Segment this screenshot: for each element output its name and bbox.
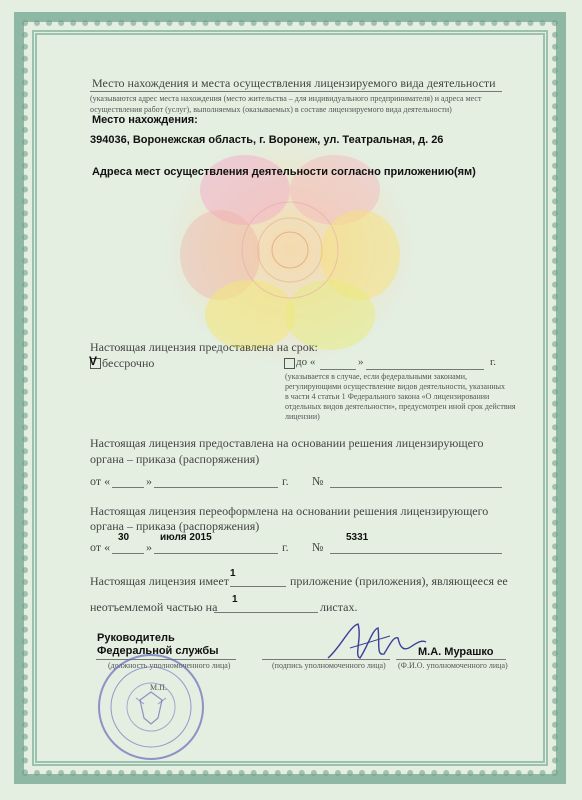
seal-mp: М.П. (150, 683, 167, 692)
until-checkbox (284, 358, 295, 369)
header-title: Место нахождения и места осуществления лицензируемого вида деятельности (92, 76, 496, 90)
check-mark: V (89, 354, 98, 368)
appendix-line-2b: листах. (320, 600, 358, 614)
signer-name: М.А. Мурашко (418, 646, 494, 658)
header-note-2: осуществления работ (услуг), выполняемых (оказываемых) в составе лицензируемого вида деятельности) (90, 105, 452, 114)
caption-name: (Ф.И.О. уполномоченного лица) (398, 661, 508, 670)
basis-no: № (312, 474, 324, 488)
term-year: г. (490, 356, 497, 368)
basis-from: от « (90, 474, 111, 488)
reissue-number: 5331 (346, 532, 369, 543)
reissue-no: № (312, 540, 324, 554)
term-until: до « (296, 356, 316, 368)
reissue-month-year: июля 2015 (160, 532, 212, 543)
reissue-year: г. (282, 540, 289, 554)
term-note-4: отдельных видов деятельности», предусмотрен иной срок действия (285, 402, 516, 411)
reissue-from: от « (90, 540, 111, 554)
term-indefinite: бессрочно (102, 356, 155, 370)
basis-line-1: Настоящая лицензия предоставлена на основании решения лицензирующего (90, 436, 484, 450)
basis-quote: » (146, 474, 152, 488)
basis-year: г. (282, 474, 289, 488)
caption-sign: (подпись уполномоченного лица) (272, 661, 386, 670)
term-note-1: (указывается в случае, если федеральными законами, (285, 372, 468, 381)
basis-line-2: органа – приказа (распоряжения) (90, 452, 260, 466)
appendix-addresses-note: Адреса мест осуществления деятельности согласно приложению(ям) (92, 166, 476, 178)
appendix-line-1b: приложение (приложения), являющееся ее (290, 574, 508, 588)
term-note-5: лицензии) (285, 412, 320, 421)
term-until-quote: » (358, 356, 364, 368)
location-address: 394036, Воронежская область, г. Воронеж, ул. Театральная, д. 26 (90, 134, 444, 146)
reissue-day: 30 (118, 532, 130, 543)
official-seal (96, 652, 206, 762)
term-note-3: в части 4 статьи 1 Федерального закона «О лицензировании (285, 392, 490, 401)
term-label: Настоящая лицензия предоставлена на срок: (90, 340, 318, 354)
reissue-line-1: Настоящая лицензия переоформлена на основании решения лицензирующего (90, 504, 489, 518)
reissue-quote: » (146, 540, 152, 554)
reissue-line-2: органа – приказа (распоряжения) (90, 519, 260, 533)
caption-role: (должность уполномоченного лица) (108, 661, 231, 670)
appendix-sheets: 1 (232, 594, 238, 605)
appendix-line-2a: неотъемлемой частью на (90, 600, 218, 614)
signer-role-1: Руководитель (97, 632, 175, 644)
signer-role-2: Федеральной службы (97, 645, 219, 657)
appendix-line-1a: Настоящая лицензия имеет (90, 574, 229, 588)
header-note-1: (указываются адрес места нахождения (место жительства – для индивидуального предпринимателя) и адреса мест (90, 94, 482, 103)
appendix-count: 1 (230, 568, 236, 579)
location-label: Место нахождения: (92, 114, 198, 126)
term-note-2: регулирующими осуществление видов деятельности, указанных (285, 382, 506, 391)
